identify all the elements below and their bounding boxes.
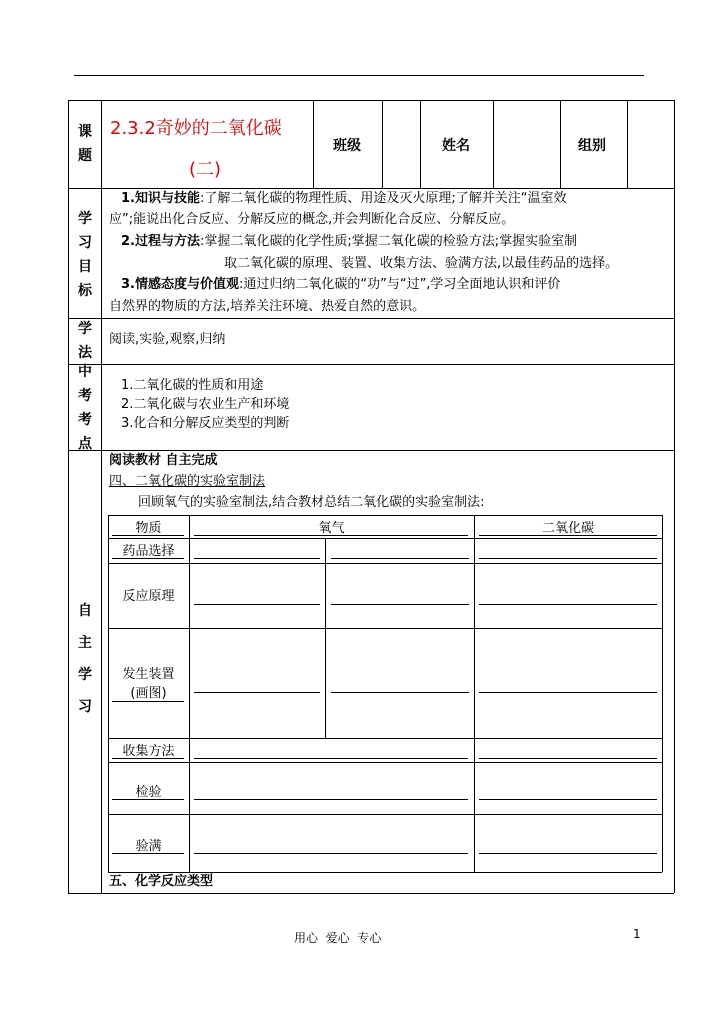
row-collection: 收集方法 [122,744,175,759]
blank-line[interactable] [479,853,657,854]
row-reagent: 药品选择 [122,544,175,559]
label-column-divider [101,100,102,893]
group-label: 组别 [578,138,606,154]
section-4-intro: 回顾氧气的实验室制法,结合教材总结二氧化碳的实验室制法: [138,495,485,510]
blank-line[interactable] [479,799,657,800]
row-divider [68,364,674,365]
row-principle: 反应原理 [122,589,175,604]
table-border-left [68,100,69,893]
blank-line[interactable] [479,558,657,559]
blank-line[interactable] [479,604,657,605]
col-substance: 物质 [135,521,162,536]
lesson-title: 2.3.2奇妙的二氧化碳 [110,118,282,139]
inner-row-divider [108,814,662,815]
blank-line[interactable] [331,692,469,693]
header-divider [420,100,421,188]
self-study-heading: 阅读教材 自主完成 [109,453,218,468]
exam-label: 中 考 考 点 [78,364,92,452]
row-test: 检验 [135,785,162,800]
inner-row-divider [108,563,662,564]
exam-item: 1.二氧化碳的性质和用途 [121,378,264,393]
objective-1-cont: 应”;能说出化合反应、分解反应的概念,并会判断化合反应、分解反应。 [109,212,515,227]
table-border-right [674,100,675,893]
table-border-top [68,100,674,101]
inner-row-divider [108,762,662,763]
col-oxygen: 氧气 [318,521,345,536]
exam-item: 3.化合和分解反应类型的判断 [121,416,290,431]
inner-row-divider [108,628,662,629]
objective-2-cont: 取二氧化碳的原理、装置、收集方法、验满方法,以最佳药品的选择。 [224,256,619,271]
objective-1: 1.知识与技能:了解二氧化碳的物理性质、用途及灭火原理;了解并关注“温室效 [121,191,567,206]
inner-col-divider [474,515,475,872]
objective-3-cont: 自然界的物质的方法,培养关注环境、热爱自然的意识。 [109,299,426,314]
blank-line[interactable] [331,604,469,605]
blank-line[interactable] [194,853,468,854]
row-apparatus-note: (画图) [130,686,167,701]
header-divider [313,100,314,188]
header-divider [560,100,561,188]
section-5-heading: 五、化学反应类型 [109,874,214,889]
blank-line[interactable] [194,758,468,759]
row-apparatus: 发生装置 [122,667,175,682]
inner-col-divider [189,515,190,872]
objective-2: 2.过程与方法:掌握二氧化碳的化学性质;掌握二氧化碳的检验方法;掌握实验室制 [121,234,578,249]
self-study-label: 自 主 学 习 [78,603,92,715]
blank-line[interactable] [331,558,469,559]
blank-line[interactable] [194,692,320,693]
objectives-label: 学 习 目 标 [78,211,92,299]
page-number: 1 [633,927,641,941]
subject-label: 课 题 [78,124,92,164]
header-divider [493,100,494,188]
blank-line[interactable] [479,758,657,759]
inner-col-divider [325,538,326,738]
inner-row-divider [108,738,662,739]
inner-table-border [662,515,663,872]
footer-slogan: 用心 爱心 专心 [294,931,382,945]
inner-row-divider [108,538,662,539]
col-co2: 二氧化碳 [541,521,594,536]
name-label: 姓名 [442,138,470,154]
objective-3: 3.情感态度与价值观:通过归纳二氧化碳的“功”与“过”,学习全面地认识和评价 [121,277,561,292]
blank-line[interactable] [479,692,657,693]
blank-line[interactable] [194,558,320,559]
lesson-subtitle: (二) [189,159,222,180]
row-full-check: 验满 [135,839,162,854]
section-4-heading: 四、二氧化碳的实验室制法 [109,474,266,489]
header-divider [627,100,628,188]
header-divider [382,100,383,188]
blank-line[interactable] [194,604,320,605]
blank-line[interactable] [194,799,468,800]
method-label: 学 法 [78,321,92,361]
inner-table-border [108,515,662,516]
method-text: 阅读,实验,观察,归纳 [109,332,226,347]
table-border-bottom [68,893,674,894]
exam-item: 2.二氧化碳与农业生产和环境 [121,397,290,412]
row-divider [68,318,674,319]
class-label: 班级 [333,138,361,154]
header-rule [74,75,644,76]
